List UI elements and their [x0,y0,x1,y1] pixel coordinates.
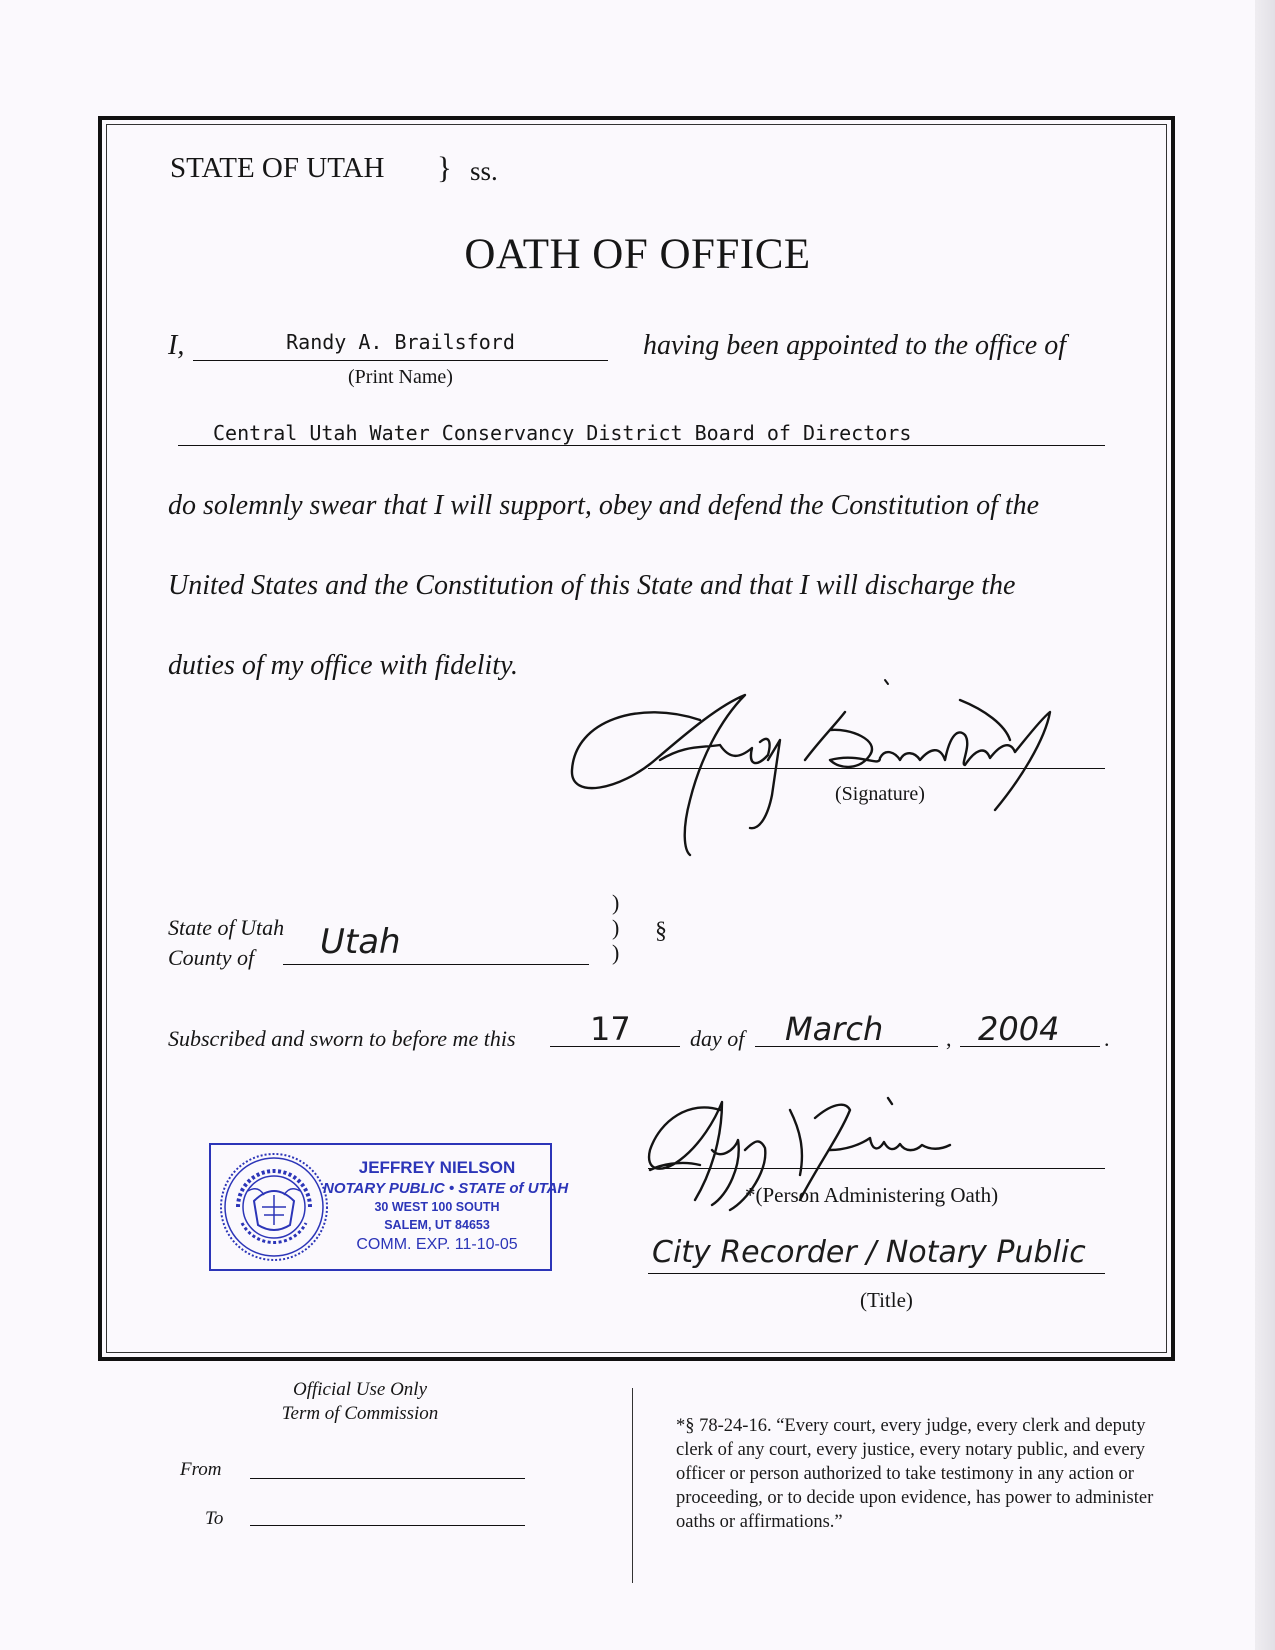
administrator-title-line [648,1273,1105,1274]
office-value: Central Utah Water Conservancy District Board of Directors [213,421,912,445]
section-symbol: § [655,918,667,944]
day-of-label: day of [690,1026,745,1051]
office-line [178,445,1105,446]
to-field-line[interactable] [250,1525,525,1526]
date-period: . [1104,1026,1110,1051]
stamp-city: SALEM, UT 84653 [384,1218,490,1232]
administrator-title-label: (Title) [860,1288,913,1312]
venue-parentheses: ) ) ) [612,890,620,965]
notary-stamp [209,1143,569,1271]
statute-note: *§ 78-24-16. “Every court, every judge, every clerk and deputy clerk of any court, every justice, every notary public, and every officer or person authorized to take testimony in any action or proceeding, or to decide upon evidence, has power to administer oaths or affirmations.” [676,1416,1154,1532]
sworn-year-line [960,1046,1100,1047]
appointed-text: having been appointed to the office of [643,330,1067,361]
state-heading: STATE OF UTAH [170,152,385,184]
sworn-year-value: 2004 [978,1010,1060,1048]
county-value: Utah [320,922,401,962]
signature-line [648,768,1105,769]
ss-brace: } [437,150,452,185]
state-seal-icon [218,1151,330,1263]
official-use-heading [280,1378,440,1426]
print-name-line [193,360,608,361]
date-comma: , [946,1026,952,1051]
administrator-title-value: City Recorder / Notary Public [652,1235,1086,1270]
i-label: I, [168,330,185,361]
to-label: To [205,1508,224,1529]
venue-state-label: State of Utah [168,915,285,940]
signature-label: (Signature) [835,783,925,805]
county-line [283,964,589,965]
oath-line-3: duties of my office with fidelity. [168,650,518,681]
term-of-commission-label: Term of Commission [281,1403,439,1424]
sworn-day-value: 17 [590,1010,631,1048]
print-name-value: Randy A. Brailsford [286,330,515,354]
oath-line-2: United States and the Constitution of this State and that I will discharge the [168,570,1016,601]
from-label: From [180,1459,222,1480]
official-use-title: Official Use Only [292,1379,428,1400]
sworn-month-value: March [785,1010,884,1048]
oath-line-1: do solemnly swear that I will support, obey and defend the Constitution of the [168,490,1040,521]
sworn-month-line [755,1046,938,1047]
stamp-expiry: COMM. EXP. 11-10-05 [356,1236,518,1253]
administrator-signature-line [648,1168,1105,1169]
ss-label: ss. [470,156,498,186]
sworn-day-line [550,1046,680,1047]
administrator-label: *(Person Administering Oath) [745,1183,999,1207]
stamp-name: JEFFREY NIELSON [358,1158,516,1177]
stamp-notary-line: NOTARY PUBLIC • STATE of UTAH [323,1180,569,1197]
document-title: OATH OF OFFICE [464,231,811,278]
from-field-line[interactable] [250,1478,525,1479]
stamp-address: 30 WEST 100 SOUTH [374,1200,500,1214]
sworn-prefix: Subscribed and sworn to before me this [168,1026,516,1051]
footer-divider [632,1388,633,1583]
print-name-label: (Print Name) [348,366,453,388]
venue-county-label: County of [168,945,255,970]
